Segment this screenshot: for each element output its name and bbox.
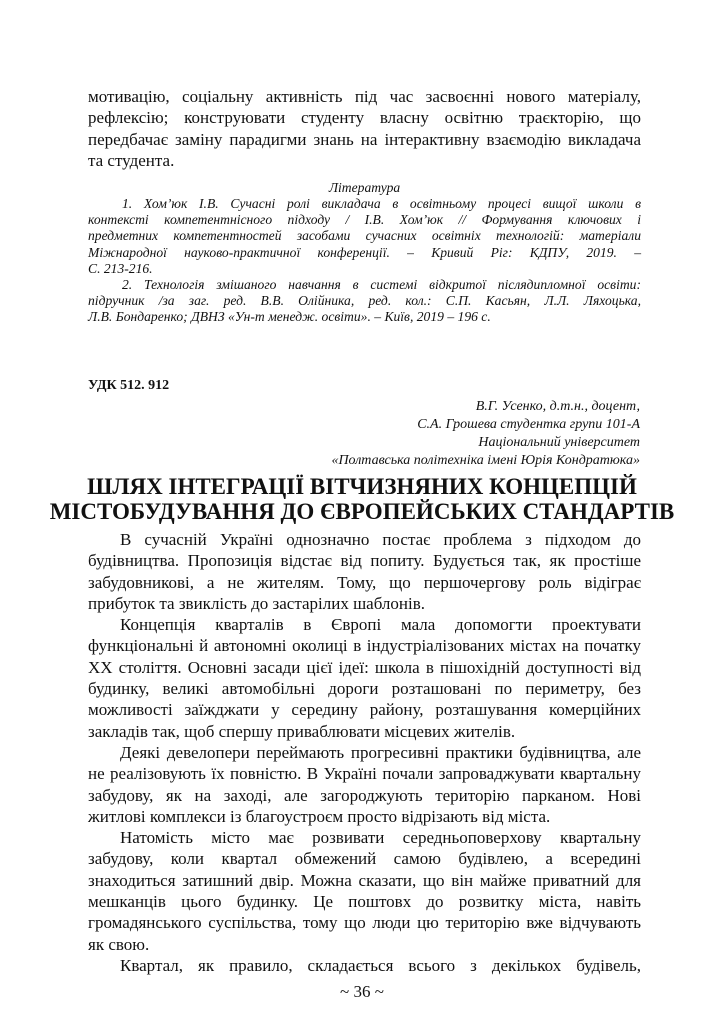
author-line: «Полтавська політехніка імені Юрія Кондратюка» (331, 453, 640, 468)
text-line: Натомість місто має розвивати середньоповерхову квартальну (120, 828, 641, 848)
text-line: прибуток та звиклість до застарілих шаблонів. (88, 593, 426, 613)
text-line: забудовникові, а не жителям. Тому, що першочергову роль відіграє (88, 572, 641, 592)
text-line: забудову, як на заході, але загороджують територію парканом. Нові (88, 785, 641, 805)
text-line: мотивацію, соціальну активність під час засвоєнні нового матеріалу, (88, 87, 641, 106)
text-line: функціональні й автономні околиці в індустріалізованих містах на початку (88, 636, 641, 656)
text-line: В сучасній Україні однозначно постає проблема з підходом до (120, 530, 641, 549)
text-line: С. 213-216. (88, 260, 153, 276)
text-line: громадянського суспільства, тому що люди цю територію вже відчувають (88, 913, 641, 933)
text-line: 2. Технологія змішаного навчання в системі відкритої післядипломної освіти: (122, 277, 641, 293)
text-line: контексті компетентнісного підходу / І.В. Хом’юк // Формування ключових і (88, 212, 641, 228)
title-line: МІСТОБУДУВАННЯ ДО ЄВРОПЕЙСЬКИХ СТАНДАРТІВ (49, 499, 675, 524)
body-paragraph (88, 529, 641, 614)
article-body (88, 529, 641, 976)
text-line: будівництва. Пропозиція відстає від попиту. Будується так, як простіше (88, 551, 641, 571)
text-line: будинку, великі автомобільні дороги розташовані по периметру, без (88, 679, 641, 699)
article-title (20, 474, 704, 524)
text-line: житлові комплекси із благоустроєм просто відрізають від міста. (88, 806, 551, 826)
text-line: як свою. (88, 934, 150, 954)
text-line: передбачає заміну парадигми знань на інтерактивну взаємодію викладача (88, 129, 641, 149)
text-line: закладів так, щоб спершу приваблювати місцевих жителів. (88, 721, 516, 741)
text-line: XX століття. Основні засади цієї ідеї: школа в пішохідній доступності від (88, 657, 641, 677)
text-line: можливості заїжджати у середину району, розташування комерційних (88, 700, 641, 720)
text-line: рефлексію; конструювати студенту власну освітню траєкторію, що (88, 108, 641, 128)
literature-section (88, 180, 641, 326)
authors-block (331, 398, 640, 470)
text-line: предметних компетентностей засобами сучасних освітніх технологій: матеріали (88, 228, 641, 244)
text-line: не реалізовують їх повністю. В Україні почали запроваджувати квартальну (88, 764, 641, 784)
text-line: підручник /за заг. ред. В.В. Олійника, ред. кол.: С.П. Касьян, Л.Л. Ляхоцька, (88, 293, 641, 309)
text-line: Міжнародної науково-практичної конференції. – Кривий Ріг: КДПУ, 2019. – (88, 244, 641, 260)
text-line: забудову, коли квартал обмежений самою будівлею, а всередині (88, 849, 641, 869)
body-paragraph (88, 955, 641, 976)
reference-item (88, 196, 641, 277)
body-paragraph (88, 742, 641, 827)
text-line: Концепція кварталів в Європі мала допомогти проектувати (120, 615, 641, 635)
intro-paragraph (88, 86, 641, 171)
text-line: мешканців цього будинку. Це поштовх до розвитку міста, навіть (88, 892, 641, 912)
author-line: В.Г. Усенко, д.т.н., доцент, (475, 399, 640, 414)
udk-code: УДК 512. 912 (88, 378, 170, 393)
text-line: Л.В. Бондаренко; ДВНЗ «Ун-т менедж. освіти». – Київ, 2019 – 196 с. (88, 309, 491, 325)
text-line: Квартал, як правило, складається всього з декількох будівель, (120, 955, 641, 975)
text-line: знаходиться затишний двір. Можна сказати, що він майже приватний для (88, 870, 641, 890)
literature-heading: Література (328, 180, 401, 195)
title-line: ШЛЯХ ІНТЕГРАЦІЇ ВІТЧИЗНЯНИХ КОНЦЕПЦІЙ (87, 474, 637, 499)
body-paragraph (88, 614, 641, 742)
text-line: 1. Хом’юк І.В. Сучасні ролі викладача в освітньому процесі вищої школи в (122, 196, 641, 211)
text-line: та студента. (88, 150, 175, 170)
reference-item (88, 277, 641, 326)
text-line: Деякі девелопери переймають прогресивні практики будівництва, але (120, 742, 641, 762)
body-paragraph (88, 827, 641, 955)
page-number: ~ 36 ~ (340, 982, 384, 1001)
author-line: С.А. Грошева студентка групи 101-А (417, 417, 640, 432)
author-line: Національний університет (478, 435, 640, 450)
